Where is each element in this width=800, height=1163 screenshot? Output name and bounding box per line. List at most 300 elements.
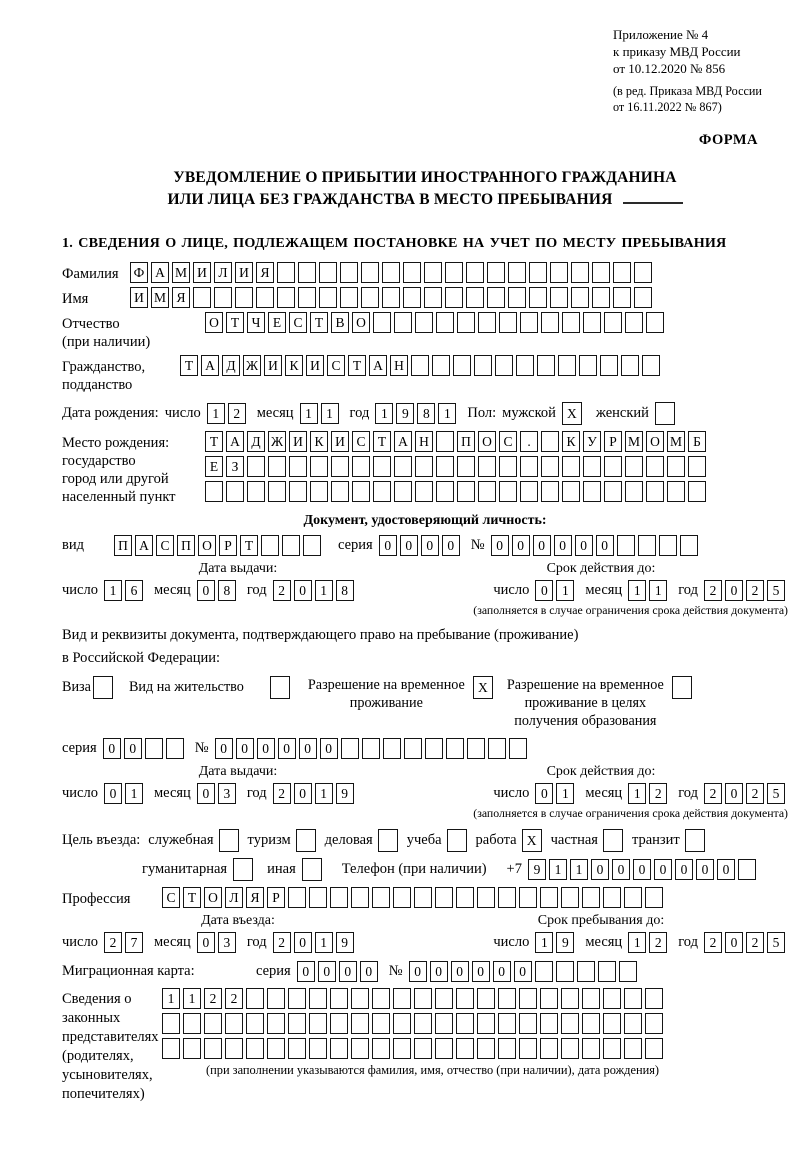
char-cell[interactable] bbox=[613, 262, 631, 283]
char-cell[interactable] bbox=[289, 456, 307, 477]
char-cell[interactable] bbox=[466, 287, 484, 308]
char-cell[interactable]: 0 bbox=[278, 738, 296, 759]
char-cell[interactable]: С bbox=[352, 431, 370, 452]
char-cell[interactable] bbox=[562, 456, 580, 477]
char-cell[interactable]: М bbox=[625, 431, 643, 452]
char-cell[interactable]: 0 bbox=[725, 580, 743, 601]
char-cell[interactable]: 0 bbox=[318, 961, 336, 982]
char-cell[interactable]: Т bbox=[240, 535, 258, 556]
char-cell[interactable] bbox=[519, 1013, 537, 1034]
char-cell[interactable]: М bbox=[151, 287, 169, 308]
char-cell[interactable] bbox=[340, 262, 358, 283]
char-cell[interactable]: 1 bbox=[628, 783, 646, 804]
char-cell[interactable] bbox=[372, 1038, 390, 1059]
char-cell[interactable]: Т bbox=[183, 887, 201, 908]
char-cell[interactable]: И bbox=[193, 262, 211, 283]
char-cell[interactable] bbox=[624, 1013, 642, 1034]
char-cell[interactable] bbox=[456, 988, 474, 1009]
char-cell[interactable] bbox=[226, 481, 244, 502]
char-cell[interactable] bbox=[498, 988, 516, 1009]
char-cell[interactable]: И bbox=[264, 355, 282, 376]
char-cell[interactable]: 0 bbox=[535, 580, 553, 601]
char-cell[interactable] bbox=[372, 887, 390, 908]
char-cell[interactable] bbox=[562, 481, 580, 502]
char-cell[interactable] bbox=[498, 887, 516, 908]
char-cell[interactable]: Е bbox=[268, 312, 286, 333]
char-cell[interactable] bbox=[393, 1013, 411, 1034]
char-cell[interactable] bbox=[561, 1013, 579, 1034]
char-cell[interactable] bbox=[415, 312, 433, 333]
char-cell[interactable] bbox=[394, 312, 412, 333]
char-cell[interactable]: 0 bbox=[717, 859, 735, 880]
char-cell[interactable] bbox=[625, 312, 643, 333]
char-cell[interactable]: 0 bbox=[320, 738, 338, 759]
char-cell[interactable] bbox=[603, 988, 621, 1009]
char-cell[interactable] bbox=[667, 481, 685, 502]
char-cell[interactable]: Р bbox=[267, 887, 285, 908]
char-cell[interactable] bbox=[330, 988, 348, 1009]
temp-residence-checkbox[interactable]: X bbox=[473, 676, 493, 699]
char-cell[interactable]: 0 bbox=[472, 961, 490, 982]
char-cell[interactable]: 9 bbox=[336, 932, 354, 953]
char-cell[interactable]: 2 bbox=[746, 580, 764, 601]
char-cell[interactable]: С bbox=[289, 312, 307, 333]
char-cell[interactable] bbox=[246, 1038, 264, 1059]
char-cell[interactable]: А bbox=[135, 535, 153, 556]
char-cell[interactable]: Я bbox=[172, 287, 190, 308]
char-cell[interactable] bbox=[529, 287, 547, 308]
char-cell[interactable]: Т bbox=[226, 312, 244, 333]
char-cell[interactable]: Ж bbox=[268, 431, 286, 452]
char-cell[interactable]: 2 bbox=[273, 580, 291, 601]
purpose-transit-checkbox[interactable] bbox=[685, 829, 705, 852]
char-cell[interactable] bbox=[466, 262, 484, 283]
char-cell[interactable]: О bbox=[646, 431, 664, 452]
char-cell[interactable] bbox=[456, 1013, 474, 1034]
char-cell[interactable]: К bbox=[285, 355, 303, 376]
char-cell[interactable]: 1 bbox=[570, 859, 588, 880]
char-cell[interactable] bbox=[446, 738, 464, 759]
visa-checkbox[interactable] bbox=[93, 676, 113, 699]
char-cell[interactable]: 8 bbox=[336, 580, 354, 601]
char-cell[interactable] bbox=[604, 312, 622, 333]
char-cell[interactable] bbox=[571, 287, 589, 308]
char-cell[interactable] bbox=[634, 287, 652, 308]
char-cell[interactable]: 0 bbox=[575, 535, 593, 556]
char-cell[interactable]: Т bbox=[205, 431, 223, 452]
char-cell[interactable] bbox=[303, 535, 321, 556]
char-cell[interactable] bbox=[509, 738, 527, 759]
char-cell[interactable]: 0 bbox=[294, 580, 312, 601]
char-cell[interactable] bbox=[267, 1013, 285, 1034]
char-cell[interactable]: А bbox=[369, 355, 387, 376]
char-cell[interactable] bbox=[598, 961, 616, 982]
char-cell[interactable] bbox=[457, 312, 475, 333]
char-cell[interactable] bbox=[604, 481, 622, 502]
char-cell[interactable]: 0 bbox=[696, 859, 714, 880]
char-cell[interactable]: 9 bbox=[556, 932, 574, 953]
char-cell[interactable]: О bbox=[205, 312, 223, 333]
char-cell[interactable]: 1 bbox=[556, 580, 574, 601]
char-cell[interactable] bbox=[642, 355, 660, 376]
char-cell[interactable]: Т bbox=[373, 431, 391, 452]
edu-residence-checkbox[interactable] bbox=[672, 676, 692, 699]
char-cell[interactable] bbox=[282, 535, 300, 556]
char-cell[interactable] bbox=[619, 961, 637, 982]
char-cell[interactable] bbox=[361, 287, 379, 308]
char-cell[interactable] bbox=[436, 456, 454, 477]
char-cell[interactable]: Т bbox=[310, 312, 328, 333]
purpose-humanitarian-checkbox[interactable] bbox=[233, 858, 253, 881]
char-cell[interactable] bbox=[738, 859, 756, 880]
char-cell[interactable]: 1 bbox=[315, 580, 333, 601]
char-cell[interactable] bbox=[382, 262, 400, 283]
char-cell[interactable] bbox=[634, 262, 652, 283]
char-cell[interactable]: 2 bbox=[746, 783, 764, 804]
char-cell[interactable]: С bbox=[162, 887, 180, 908]
char-cell[interactable] bbox=[537, 355, 555, 376]
char-cell[interactable]: 2 bbox=[225, 988, 243, 1009]
char-cell[interactable] bbox=[540, 1013, 558, 1034]
char-cell[interactable] bbox=[341, 738, 359, 759]
char-cell[interactable]: 3 bbox=[218, 932, 236, 953]
char-cell[interactable] bbox=[621, 355, 639, 376]
char-cell[interactable] bbox=[541, 312, 559, 333]
char-cell[interactable]: И bbox=[306, 355, 324, 376]
char-cell[interactable] bbox=[457, 456, 475, 477]
char-cell[interactable]: 1 bbox=[315, 783, 333, 804]
char-cell[interactable]: Д bbox=[222, 355, 240, 376]
char-cell[interactable] bbox=[298, 262, 316, 283]
char-cell[interactable] bbox=[540, 887, 558, 908]
char-cell[interactable] bbox=[268, 456, 286, 477]
char-cell[interactable]: Т bbox=[348, 355, 366, 376]
char-cell[interactable] bbox=[205, 481, 223, 502]
char-cell[interactable]: Н bbox=[415, 431, 433, 452]
char-cell[interactable] bbox=[288, 1038, 306, 1059]
char-cell[interactable]: 0 bbox=[409, 961, 427, 982]
char-cell[interactable] bbox=[289, 481, 307, 502]
char-cell[interactable] bbox=[541, 431, 559, 452]
char-cell[interactable] bbox=[424, 262, 442, 283]
char-cell[interactable] bbox=[310, 456, 328, 477]
char-cell[interactable] bbox=[541, 456, 559, 477]
char-cell[interactable]: 2 bbox=[746, 932, 764, 953]
char-cell[interactable] bbox=[246, 1013, 264, 1034]
char-cell[interactable] bbox=[577, 961, 595, 982]
char-cell[interactable]: 0 bbox=[299, 738, 317, 759]
char-cell[interactable]: 2 bbox=[228, 403, 246, 424]
char-cell[interactable] bbox=[520, 312, 538, 333]
char-cell[interactable] bbox=[277, 287, 295, 308]
char-cell[interactable] bbox=[645, 988, 663, 1009]
char-cell[interactable]: 1 bbox=[183, 988, 201, 1009]
char-cell[interactable]: 0 bbox=[124, 738, 142, 759]
char-cell[interactable] bbox=[383, 738, 401, 759]
char-cell[interactable] bbox=[351, 887, 369, 908]
char-cell[interactable] bbox=[529, 262, 547, 283]
char-cell[interactable] bbox=[432, 355, 450, 376]
sex-male-checkbox[interactable]: X bbox=[562, 402, 582, 425]
char-cell[interactable] bbox=[646, 481, 664, 502]
char-cell[interactable]: 1 bbox=[549, 859, 567, 880]
char-cell[interactable] bbox=[495, 355, 513, 376]
char-cell[interactable] bbox=[499, 456, 517, 477]
char-cell[interactable]: А bbox=[394, 431, 412, 452]
char-cell[interactable] bbox=[351, 988, 369, 1009]
char-cell[interactable] bbox=[414, 1038, 432, 1059]
char-cell[interactable]: О bbox=[204, 887, 222, 908]
char-cell[interactable] bbox=[445, 262, 463, 283]
char-cell[interactable] bbox=[403, 287, 421, 308]
char-cell[interactable] bbox=[645, 1038, 663, 1059]
char-cell[interactable]: С bbox=[156, 535, 174, 556]
char-cell[interactable]: 0 bbox=[379, 535, 397, 556]
purpose-work-checkbox[interactable]: X bbox=[522, 829, 542, 852]
char-cell[interactable]: Я bbox=[256, 262, 274, 283]
char-cell[interactable] bbox=[583, 456, 601, 477]
char-cell[interactable]: С bbox=[327, 355, 345, 376]
char-cell[interactable]: 0 bbox=[421, 535, 439, 556]
char-cell[interactable] bbox=[415, 481, 433, 502]
char-cell[interactable] bbox=[467, 738, 485, 759]
char-cell[interactable]: 0 bbox=[430, 961, 448, 982]
char-cell[interactable] bbox=[561, 1038, 579, 1059]
char-cell[interactable]: . bbox=[520, 431, 538, 452]
char-cell[interactable]: 0 bbox=[339, 961, 357, 982]
purpose-study-checkbox[interactable] bbox=[447, 829, 467, 852]
char-cell[interactable] bbox=[477, 1013, 495, 1034]
char-cell[interactable] bbox=[488, 738, 506, 759]
char-cell[interactable] bbox=[478, 456, 496, 477]
char-cell[interactable]: 0 bbox=[725, 932, 743, 953]
char-cell[interactable]: В bbox=[331, 312, 349, 333]
char-cell[interactable]: 1 bbox=[628, 932, 646, 953]
char-cell[interactable] bbox=[508, 262, 526, 283]
char-cell[interactable] bbox=[310, 481, 328, 502]
char-cell[interactable] bbox=[204, 1013, 222, 1034]
char-cell[interactable] bbox=[562, 312, 580, 333]
char-cell[interactable]: Ж bbox=[243, 355, 261, 376]
char-cell[interactable] bbox=[456, 1038, 474, 1059]
char-cell[interactable]: 1 bbox=[315, 932, 333, 953]
char-cell[interactable] bbox=[382, 287, 400, 308]
char-cell[interactable] bbox=[394, 481, 412, 502]
char-cell[interactable] bbox=[613, 287, 631, 308]
char-cell[interactable] bbox=[478, 312, 496, 333]
char-cell[interactable] bbox=[415, 456, 433, 477]
char-cell[interactable]: 0 bbox=[654, 859, 672, 880]
char-cell[interactable]: 2 bbox=[704, 580, 722, 601]
char-cell[interactable]: 0 bbox=[533, 535, 551, 556]
char-cell[interactable] bbox=[352, 456, 370, 477]
char-cell[interactable] bbox=[393, 1038, 411, 1059]
char-cell[interactable]: 0 bbox=[493, 961, 511, 982]
char-cell[interactable] bbox=[478, 481, 496, 502]
char-cell[interactable] bbox=[393, 887, 411, 908]
char-cell[interactable] bbox=[499, 481, 517, 502]
char-cell[interactable] bbox=[330, 1013, 348, 1034]
char-cell[interactable] bbox=[645, 887, 663, 908]
char-cell[interactable]: 9 bbox=[336, 783, 354, 804]
char-cell[interactable]: П bbox=[114, 535, 132, 556]
char-cell[interactable]: 0 bbox=[675, 859, 693, 880]
char-cell[interactable] bbox=[571, 262, 589, 283]
char-cell[interactable] bbox=[309, 988, 327, 1009]
char-cell[interactable] bbox=[592, 287, 610, 308]
char-cell[interactable] bbox=[625, 456, 643, 477]
char-cell[interactable] bbox=[256, 287, 274, 308]
char-cell[interactable] bbox=[225, 1013, 243, 1034]
char-cell[interactable] bbox=[624, 988, 642, 1009]
char-cell[interactable] bbox=[247, 481, 265, 502]
char-cell[interactable] bbox=[373, 481, 391, 502]
char-cell[interactable] bbox=[561, 887, 579, 908]
char-cell[interactable] bbox=[162, 1013, 180, 1034]
char-cell[interactable]: И bbox=[331, 431, 349, 452]
char-cell[interactable] bbox=[393, 988, 411, 1009]
char-cell[interactable] bbox=[435, 1038, 453, 1059]
char-cell[interactable]: 0 bbox=[360, 961, 378, 982]
char-cell[interactable]: А bbox=[226, 431, 244, 452]
char-cell[interactable] bbox=[372, 988, 390, 1009]
char-cell[interactable]: 0 bbox=[236, 738, 254, 759]
char-cell[interactable] bbox=[288, 887, 306, 908]
char-cell[interactable] bbox=[373, 456, 391, 477]
char-cell[interactable] bbox=[487, 287, 505, 308]
char-cell[interactable]: 0 bbox=[215, 738, 233, 759]
char-cell[interactable]: Ч bbox=[247, 312, 265, 333]
char-cell[interactable]: 0 bbox=[257, 738, 275, 759]
char-cell[interactable] bbox=[394, 456, 412, 477]
char-cell[interactable]: П bbox=[457, 431, 475, 452]
char-cell[interactable]: Е bbox=[205, 456, 223, 477]
purpose-business-checkbox[interactable] bbox=[378, 829, 398, 852]
char-cell[interactable] bbox=[519, 988, 537, 1009]
char-cell[interactable]: 0 bbox=[297, 961, 315, 982]
char-cell[interactable] bbox=[582, 988, 600, 1009]
char-cell[interactable] bbox=[667, 456, 685, 477]
char-cell[interactable] bbox=[540, 1038, 558, 1059]
char-cell[interactable]: 0 bbox=[535, 783, 553, 804]
char-cell[interactable]: 8 bbox=[417, 403, 435, 424]
char-cell[interactable] bbox=[435, 887, 453, 908]
char-cell[interactable] bbox=[498, 1038, 516, 1059]
char-cell[interactable] bbox=[659, 535, 677, 556]
char-cell[interactable]: Р bbox=[604, 431, 622, 452]
sex-female-checkbox[interactable] bbox=[655, 402, 675, 425]
char-cell[interactable]: 0 bbox=[725, 783, 743, 804]
char-cell[interactable] bbox=[477, 1038, 495, 1059]
char-cell[interactable] bbox=[319, 262, 337, 283]
char-cell[interactable]: 1 bbox=[438, 403, 456, 424]
char-cell[interactable] bbox=[541, 481, 559, 502]
char-cell[interactable] bbox=[520, 456, 538, 477]
char-cell[interactable]: 0 bbox=[197, 783, 215, 804]
char-cell[interactable]: 1 bbox=[300, 403, 318, 424]
char-cell[interactable]: 1 bbox=[207, 403, 225, 424]
char-cell[interactable] bbox=[414, 1013, 432, 1034]
char-cell[interactable] bbox=[404, 738, 422, 759]
char-cell[interactable]: 0 bbox=[197, 932, 215, 953]
char-cell[interactable] bbox=[288, 988, 306, 1009]
char-cell[interactable] bbox=[309, 887, 327, 908]
purpose-private-checkbox[interactable] bbox=[603, 829, 623, 852]
char-cell[interactable] bbox=[556, 961, 574, 982]
char-cell[interactable]: 2 bbox=[273, 783, 291, 804]
char-cell[interactable]: 0 bbox=[294, 783, 312, 804]
char-cell[interactable] bbox=[267, 1038, 285, 1059]
purpose-other-checkbox[interactable] bbox=[302, 858, 322, 881]
char-cell[interactable]: 0 bbox=[103, 738, 121, 759]
char-cell[interactable]: 0 bbox=[514, 961, 532, 982]
char-cell[interactable]: 0 bbox=[197, 580, 215, 601]
char-cell[interactable] bbox=[498, 1013, 516, 1034]
char-cell[interactable] bbox=[646, 456, 664, 477]
char-cell[interactable]: Я bbox=[246, 887, 264, 908]
char-cell[interactable]: 2 bbox=[649, 932, 667, 953]
char-cell[interactable]: 1 bbox=[649, 580, 667, 601]
char-cell[interactable] bbox=[435, 1013, 453, 1034]
char-cell[interactable]: 2 bbox=[649, 783, 667, 804]
purpose-tourism-checkbox[interactable] bbox=[296, 829, 316, 852]
char-cell[interactable] bbox=[351, 1013, 369, 1034]
char-cell[interactable]: С bbox=[499, 431, 517, 452]
char-cell[interactable]: 1 bbox=[162, 988, 180, 1009]
char-cell[interactable] bbox=[351, 1038, 369, 1059]
char-cell[interactable]: 2 bbox=[704, 783, 722, 804]
char-cell[interactable]: О bbox=[352, 312, 370, 333]
char-cell[interactable] bbox=[508, 287, 526, 308]
char-cell[interactable] bbox=[414, 887, 432, 908]
char-cell[interactable] bbox=[445, 287, 463, 308]
char-cell[interactable] bbox=[361, 262, 379, 283]
char-cell[interactable] bbox=[277, 262, 295, 283]
char-cell[interactable]: 0 bbox=[400, 535, 418, 556]
char-cell[interactable]: Д bbox=[247, 431, 265, 452]
char-cell[interactable] bbox=[600, 355, 618, 376]
char-cell[interactable] bbox=[340, 287, 358, 308]
char-cell[interactable] bbox=[193, 287, 211, 308]
char-cell[interactable]: И bbox=[289, 431, 307, 452]
char-cell[interactable]: Л bbox=[214, 262, 232, 283]
char-cell[interactable] bbox=[435, 988, 453, 1009]
char-cell[interactable] bbox=[477, 988, 495, 1009]
char-cell[interactable]: 2 bbox=[204, 988, 222, 1009]
char-cell[interactable] bbox=[520, 481, 538, 502]
char-cell[interactable]: О bbox=[198, 535, 216, 556]
char-cell[interactable] bbox=[424, 287, 442, 308]
char-cell[interactable] bbox=[331, 456, 349, 477]
char-cell[interactable] bbox=[362, 738, 380, 759]
char-cell[interactable]: 3 bbox=[218, 783, 236, 804]
char-cell[interactable] bbox=[372, 1013, 390, 1034]
char-cell[interactable] bbox=[603, 1038, 621, 1059]
char-cell[interactable]: И bbox=[235, 262, 253, 283]
char-cell[interactable] bbox=[638, 535, 656, 556]
char-cell[interactable] bbox=[298, 287, 316, 308]
char-cell[interactable] bbox=[403, 262, 421, 283]
char-cell[interactable]: 0 bbox=[554, 535, 572, 556]
char-cell[interactable] bbox=[414, 988, 432, 1009]
char-cell[interactable] bbox=[519, 1038, 537, 1059]
char-cell[interactable]: М bbox=[667, 431, 685, 452]
purpose-official-checkbox[interactable] bbox=[219, 829, 239, 852]
char-cell[interactable] bbox=[183, 1013, 201, 1034]
char-cell[interactable] bbox=[617, 535, 635, 556]
char-cell[interactable]: А bbox=[151, 262, 169, 283]
char-cell[interactable]: 2 bbox=[704, 932, 722, 953]
